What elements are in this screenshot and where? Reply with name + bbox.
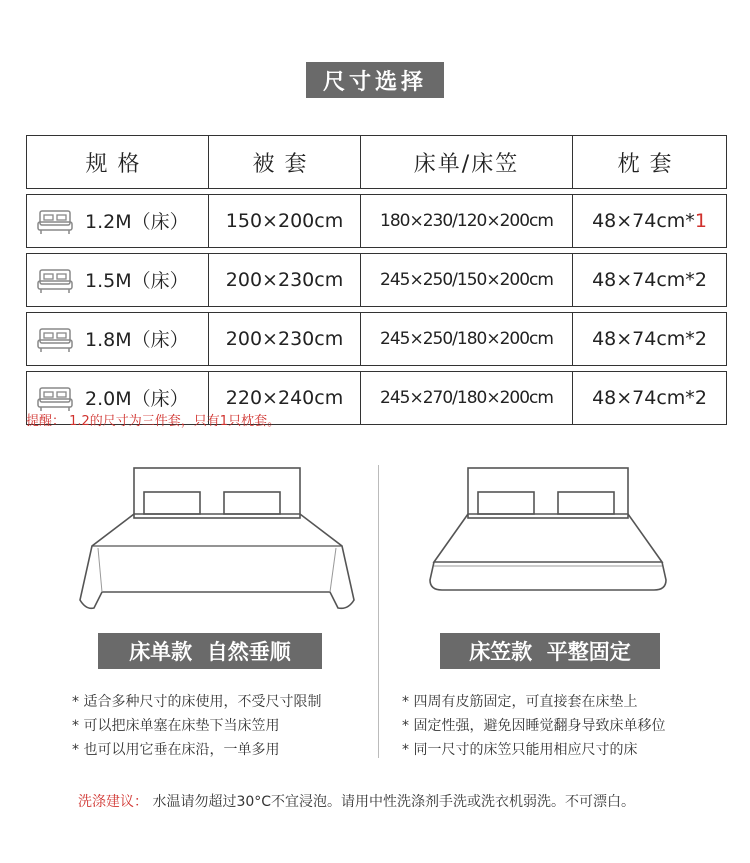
pillow-size: 48×74cm*2 <box>573 254 727 307</box>
size-note: 提醒： 1.2的尺寸为三件套，只有1只枕套。 <box>26 414 281 429</box>
pillow-size: 48×74cm*1 <box>573 195 727 248</box>
fitted-sheet-features <box>402 690 665 762</box>
table-row <box>27 254 727 307</box>
wash-instructions <box>78 791 635 811</box>
sheet-size: 245×250/180×200cm <box>361 313 573 366</box>
section-title: 尺寸选择 <box>306 62 444 98</box>
sheet-size: 245×270/180×200cm <box>361 372 573 425</box>
spec-label: 2.0M（床） <box>85 387 189 410</box>
pillow-size: 48×74cm*2 <box>573 313 727 366</box>
list-item: * 也可以用它垂在床沿，一单多用 <box>72 742 280 758</box>
wash-text: 水温请勿超过30°C不宜浸泡。请用中性洗涤剂手洗或洗衣机弱洗。不可漂白。 <box>148 794 636 810</box>
list-item: * 同一尺寸的床笠只能用相应尺寸的床 <box>402 742 638 758</box>
fitted-sheet-label: 床笠款 平整固定 <box>440 633 660 669</box>
header-duvet: 被套 <box>209 136 361 189</box>
table-row <box>27 195 727 248</box>
pillow-size: 48×74cm*2 <box>573 372 727 425</box>
bed-icon <box>37 327 73 353</box>
header-sheet: 床单/床笠 <box>361 136 573 189</box>
spec-label: 1.2M（床） <box>85 210 189 233</box>
spec-label: 1.5M（床） <box>85 269 189 292</box>
pillow-count: 2 <box>694 328 707 350</box>
pillow-count: 1 <box>694 210 707 232</box>
fitted-sheet-illustration <box>420 462 680 602</box>
duvet-size: 200×230cm <box>209 254 361 307</box>
flat-sheet-label: 床单款 自然垂顺 <box>98 633 322 669</box>
pillow-count: 2 <box>694 387 707 409</box>
bed-icon <box>37 268 73 294</box>
wash-label: 洗涤建议： <box>78 794 148 810</box>
bed-icon <box>37 209 73 235</box>
pillow-count: 2 <box>694 269 707 291</box>
flat-sheet-illustration <box>72 462 362 622</box>
sheet-size: 245×250/150×200cm <box>361 254 573 307</box>
header-pillow: 枕套 <box>573 136 727 189</box>
duvet-size: 150×200cm <box>209 195 361 248</box>
table-row <box>27 313 727 366</box>
duvet-size: 200×230cm <box>209 313 361 366</box>
bed-icon <box>37 386 73 412</box>
header-spec: 规格 <box>27 136 209 189</box>
list-item: * 适合多种尺寸的床使用，不受尺寸限制 <box>72 694 322 710</box>
spec-label: 1.8M（床） <box>85 328 189 351</box>
list-item: * 四周有皮筋固定，可直接套在床垫上 <box>402 694 638 710</box>
list-item: * 固定性强，避免因睡觉翻身导致床单移位 <box>402 718 666 734</box>
list-item: * 可以把床单塞在床垫下当床笠用 <box>72 718 280 734</box>
sheet-size: 180×230/120×200cm <box>361 195 573 248</box>
table-header-row <box>27 136 727 189</box>
duvet-size: 220×240cm <box>209 372 361 425</box>
flat-sheet-features <box>72 690 321 762</box>
column-divider <box>378 465 379 758</box>
size-table <box>26 135 727 425</box>
